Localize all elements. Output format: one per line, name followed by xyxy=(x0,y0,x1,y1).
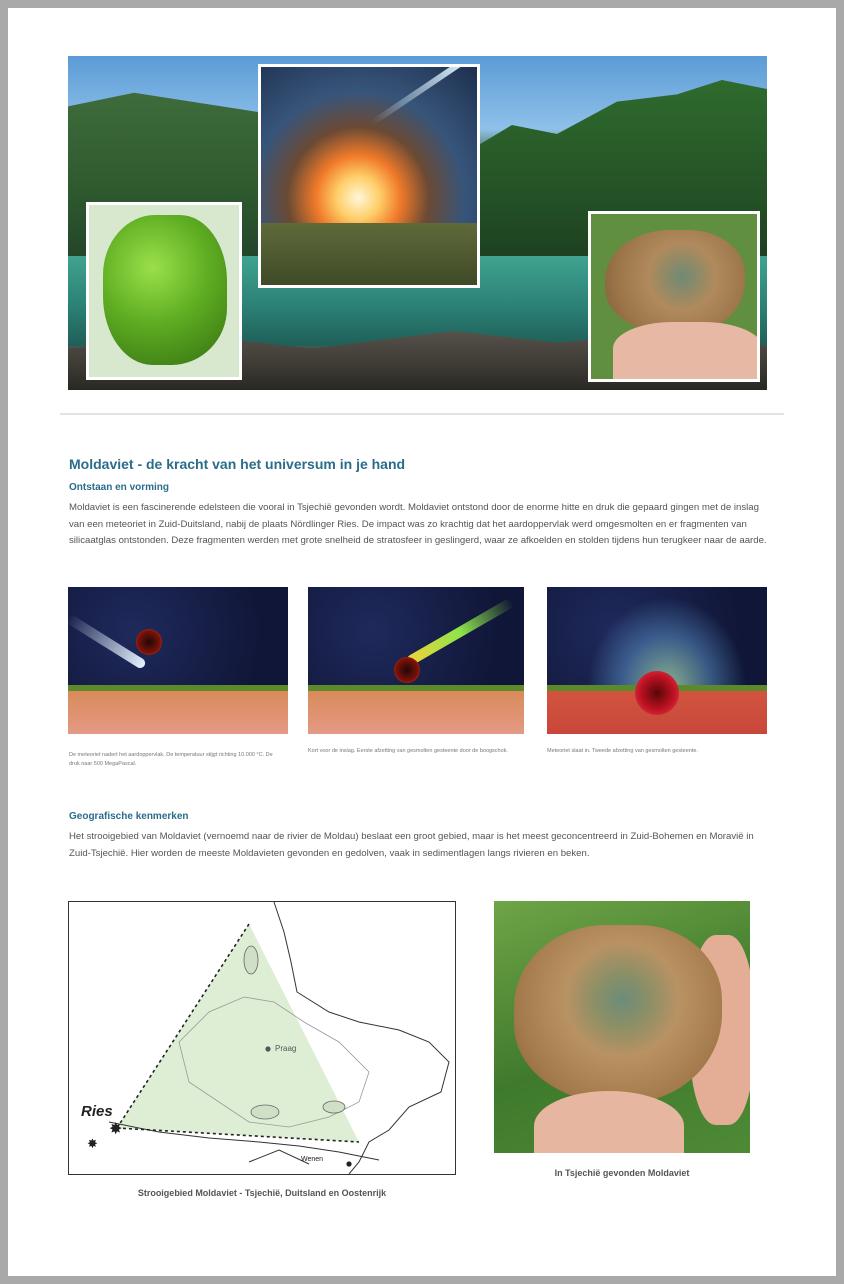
article-title: Moldaviet - de kracht van het universum in je hand xyxy=(69,456,406,472)
moldavite-stone-photo xyxy=(86,202,242,380)
moldavite-rock xyxy=(514,925,722,1103)
ries-label: Ries xyxy=(81,1103,113,1120)
section-heading-origin: Ontstaan en vorming xyxy=(69,482,170,493)
find-area-north xyxy=(244,946,258,974)
ries-impact-icon: ✸ xyxy=(109,1119,123,1138)
earth-layer xyxy=(308,691,524,734)
map-drawing xyxy=(69,902,455,1174)
find-area-moravia xyxy=(323,1101,345,1113)
thumb xyxy=(534,1091,684,1153)
meteor xyxy=(394,657,420,683)
hand xyxy=(613,322,760,382)
praag-label: Praag xyxy=(275,1044,297,1053)
impact-crater xyxy=(635,671,679,715)
impact-caption-3: Meteoriet slaat in. Tweede afzetting van gesmolten gesteente. xyxy=(547,748,698,754)
section-heading-geography: Geografische kenmerken xyxy=(69,811,189,822)
impact-caption-2: Kort voor de inslag. Eerste afzetting van gesmolten gesteente door de boogschok. xyxy=(308,748,508,754)
section-divider xyxy=(60,413,784,415)
find-area-bohemia xyxy=(251,1105,279,1119)
green-moldavite xyxy=(103,215,227,365)
steinheim-impact-icon: ✸ xyxy=(87,1137,98,1152)
border-austria xyxy=(249,1150,309,1164)
impact-stage-2-image xyxy=(308,587,524,734)
impact-stage-1-image xyxy=(68,587,288,734)
rock-in-hand-photo xyxy=(588,211,760,382)
praag-marker xyxy=(265,1046,270,1051)
wenen-label: Wenen xyxy=(301,1156,324,1163)
meteor xyxy=(136,629,162,655)
impact-ground xyxy=(261,223,477,285)
photo-caption: In Tsjechië gevonden Moldaviet xyxy=(554,1168,690,1178)
map-caption: Strooigebied Moldaviet - Tsjechië, Duitsland en Oostenrijk xyxy=(137,1188,387,1198)
found-moldavite-photo xyxy=(494,901,750,1153)
strewn-field-map xyxy=(68,901,456,1175)
impact-stage-3-image xyxy=(547,587,767,734)
impact-caption-1: De meteoriet nadert het aardoppervlak. De temperatuur stijgt richting 10.000 °C. De druk naar 500 MegaPascal. xyxy=(69,752,273,767)
earth-layer xyxy=(68,691,288,734)
section-text-geography: Het strooigebied van Moldaviet (vernoemd naar de rivier de Moldau) beslaat een groot gebied, maar is het meest geconcentreerd in Zuid-Bohemen en Moravië in Zuid-Tsjechië. Hier worden de meeste Moldavieten gevonden en gedolven, vaak in sedimentlagen langs rivieren en beken. xyxy=(69,831,754,859)
page-sheet xyxy=(8,8,836,1276)
hero-collage-image xyxy=(68,56,767,390)
wenen-marker xyxy=(346,1161,351,1166)
moldavite-in-rock xyxy=(605,230,745,334)
section-text-origin: Moldaviet is een fascinerende edelsteen die vooral in Tsjechië gevonden wordt. Moldaviet ontstond door de enorme hitte en druk die gepaard gingen met de inslag van een meteoriet in Zuid-Duitsland, nabij de plaats Nördlinger Ries. De impact was zo krachtig dat het aardoppervlak werd omgesmolten en er fragmenten van silicaatglas ontstonden. Deze fragmenten werden met grote snelheid de stratosfeer in geslingerd, waar ze afkoelden en stolden tijdens hun terugkeer naar de aarde. xyxy=(69,502,767,546)
meteor-streak xyxy=(371,64,466,125)
meteor-impact-illustration xyxy=(258,64,480,288)
